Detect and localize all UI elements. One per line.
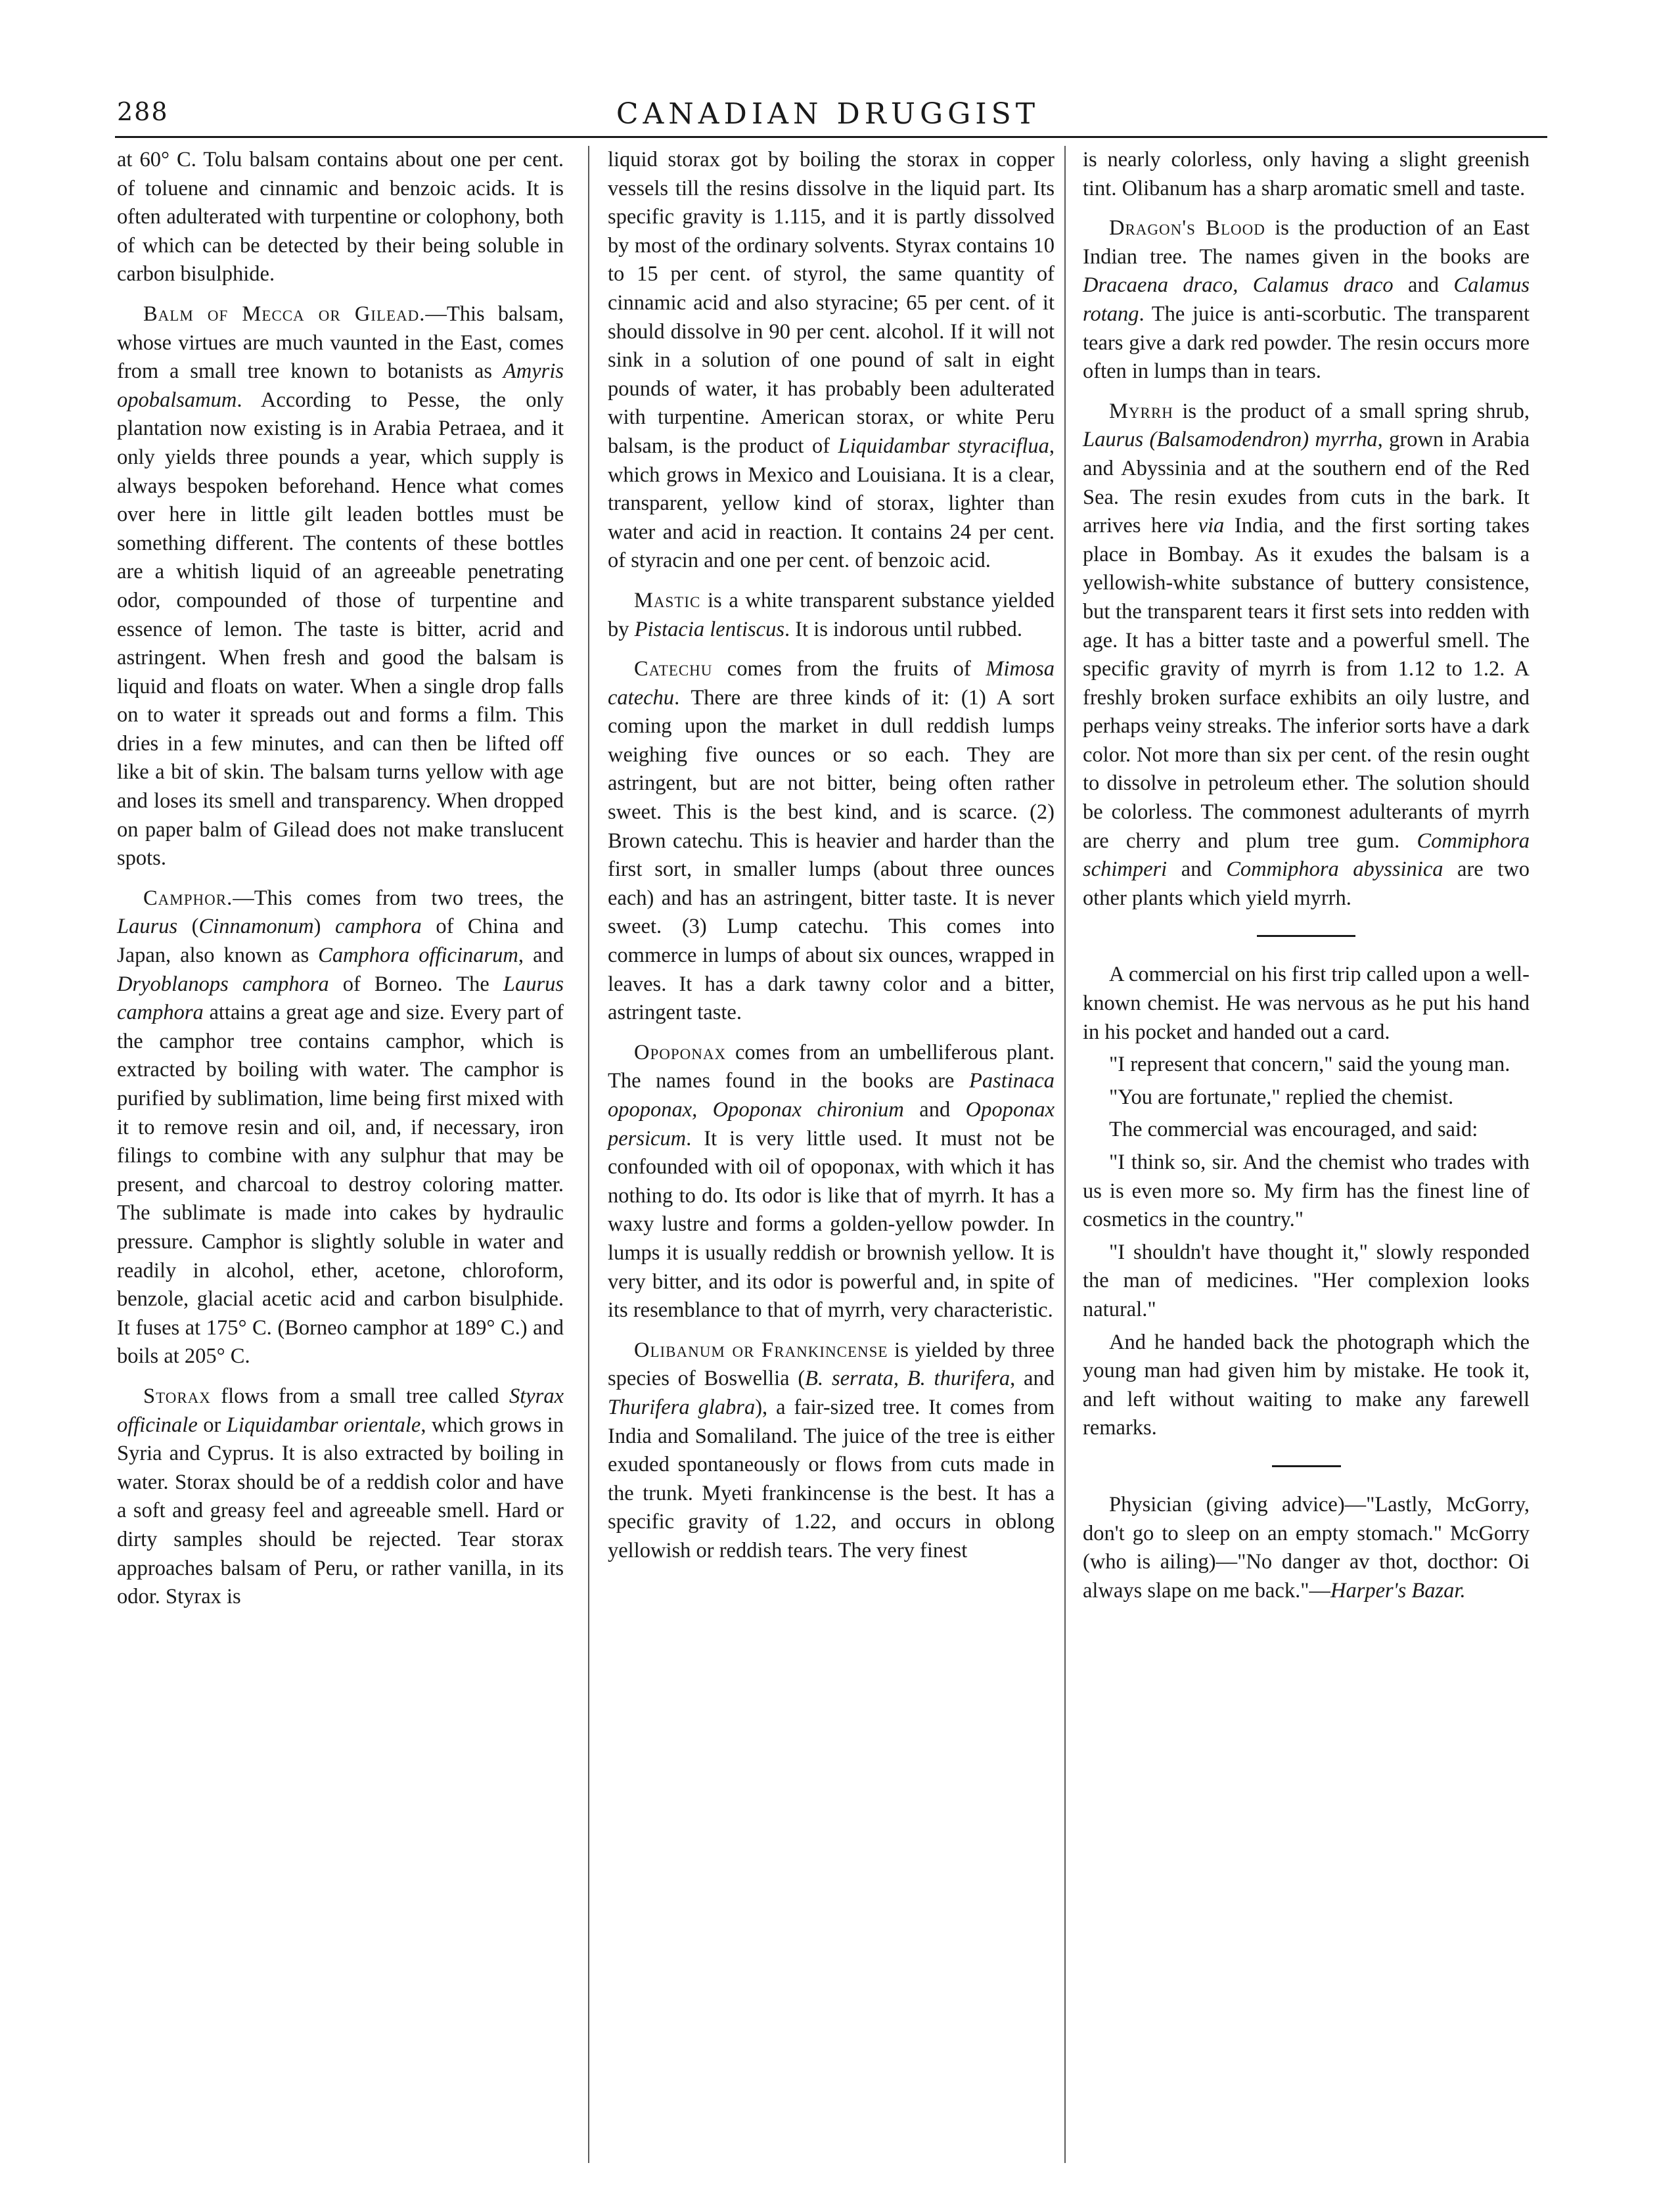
paragraph-catechu: Catechu comes from the fruits of Mimosa catechu. There are three kinds of it: (1) A sort coming upon the market in dull reddish lumps weighing five ounces or so each. They are astringent, but are not bitter, being often rather sweet. This is the best kind, and is scarce. (2) Brown catechu. This is heavier and harder than the first sort, in smaller lumps (about three ounces each) and has an astringent, bitter taste. It is never sweet. (3) Lump catechu. This comes into commerce in lumps of about six ounces, wrapped in leaves. It has a dark tawny color and a bitter, astringent taste. [608,657,1055,1025]
entry-heading: Opoponax [634,1040,727,1064]
paragraph-balm-of-gilead: Balm of Mecca or Gilead.—This balsam, whose virtues are much vaunted in the East, comes from a small tree known to botanists as Amyris opobalsamum. According to Pesse, the only plantation now existing is in Arabia Petraea, and it only yields three pounds a year, which supply is always bespoken beforehand. Hence what comes over here in little gilt leaden bottles must be something different. The contents of these bottles are a whitish liquid of an agreeable penetrating odor, compounded of those of turpentine and essence of lemon. The taste is bitter, acrid and astringent. When fresh and good the balsam is liquid and floats on water. When a single drop falls on to water it spreads out and forms a film. This dries in a few minutes, and can then be lifted off like a bit of skin. The balsam turns yellow with age and loses its smell and transparency. When dropped on paper balm of Gilead does not make translucent spots. [117,302,564,871]
paragraph-physician-joke: Physician (giving advice)—"Lastly, McGorry, don't go to sleep on an empty stomach." McGorry (who is ailing)—"No danger av thot, docthor: Oi always slape on me back."—Harper's Bazar. [1083,1492,1530,1603]
running-title: CANADIAN DRUGGIST [616,97,1040,131]
paragraph-tolu-continued: at 60° C. Tolu balsam contains about one per cent. of toluene and cinnamic and benzoic acids. It is often adulterated with turpentine or colophony, both of which can be detected by their being soluble in carbon bisulphide. [117,148,564,286]
anecdote-paragraph: "I think so, sir. And the chemist who trades with us is even more so. My firm has the finest line of cosmetics in the country." [1083,1150,1530,1232]
joke-source: Harper's Bazar. [1330,1578,1466,1603]
anecdote-paragraph: A commercial on his first trip called upon a well-known chemist. He was nervous as he put his hand in his pocket and handed out a card. [1083,963,1530,1044]
anecdote-commercial [1083,961,1530,1443]
anecdote-paragraph: And he handed back the photograph which the young man had given him by mistake. He took it, and left without waiting to make any farewell remarks. [1083,1330,1530,1440]
entry-heading: Dragon's Blood [1109,216,1265,240]
paragraph-mastic: Mastic is a white transparent substance yielded by Pistacia lentiscus. It is indorous until rubbed. [608,588,1055,641]
entry-heading: Olibanum or Frankincense [634,1338,888,1362]
column-2 [608,146,1055,2163]
paragraph-storax-continued: liquid storax got by boiling the storax in copper vessels till the resins dissolve in the liquid part. Its specific gravity is 1.115, and it is partly dissolved by most of the ordinary solvents. Styrax contains 10 to 15 per cent. of styrol, the same quantity of cinnamic acid and also styracine; 65 per cent. of it should dissolve in 90 per cent. alcohol. If it will not sink in a solution of one pound of salt in eight pounds of water, it has probably been adulterated with turpentine. American storax, or white Peru balsam, is the product of Liquidambar styraciflua, which grows in Mexico and Louisiana. It is a clear, transparent, yellow kind of storax, lighter than water and acid in reaction. It contains 24 per cent. of styracin and one per cent. of benzoic acid. [608,148,1055,573]
paragraph-olibanum: Olibanum or Frankincense is yielded by three species of Boswellia (B. serrata, B. thurifera, and Thurifera glabra), a fair-sized tree. It comes from India and Somaliland. The juice of the tree is either exuded spontaneously or flows from cuts made in the trunk. Myeti frankincense is the best. It has a specific gravity of 1.22, and occurs in oblong yellowish or reddish tears. The very finest [608,1338,1055,1562]
paragraph-olibanum-continued: is nearly colorless, only having a slight greenish tint. Olibanum has a sharp aromatic smell and taste. [1083,148,1530,200]
paragraph-storax: Storax flows from a small tree called Styrax officinale or Liquidambar orientale, which grows in Syria and Cyprus. It is also extracted by boiling in water. Storax should be of a reddish color and have a soft and greasy feel and agreeable smell. Hard or dirty samples should be rejected. Tear storax approaches balsam of Peru, or rather vanilla, in its odor. Styrax is [117,1384,564,1609]
header-rule [115,136,1547,138]
column-1 [117,146,564,2163]
anecdote-paragraph: The commercial was encouraged, and said: [1109,1118,1478,1142]
column-3 [1083,146,1530,2163]
anecdote-paragraph: "I represent that concern," said the young man. [1109,1053,1510,1077]
paragraph-opoponax: Opoponax comes from an umbelliferous plant. The names found in the books are Pastinaca opoponax, Opoponax chironium and Opoponax persicum. It is very little used. It must not be confounded with oil of opoponax, with which it has nothing to do. Its odor is like that of myrrh. It has a waxy lustre and forms a golden-yellow powder. In lumps it is usually reddish or brownish yellow. It is very bitter, and its odor is powerful and, in spite of its resemblance to that of myrrh, very characteristic. [608,1040,1055,1323]
column-divider-1 [588,146,589,2163]
entry-heading: Mastic [634,588,701,612]
anecdote-paragraph: "I shouldn't have thought it," slowly responded the man of medicines. "Her complexion looks natural." [1083,1240,1530,1321]
column-divider-2 [1064,146,1066,2163]
entry-heading: Myrrh [1109,399,1173,423]
paragraph-camphor: Camphor.—This comes from two trees, the Laurus (Cinnamonum) camphora of China and Japan, also known as Camphora officinarum, and Dryoblanops camphora of Borneo. The Laurus camphora attains a great age and size. Every part of the camphor tree contains camphor, which is extracted by boiling with water. The camphor is purified by sublimation, lime being first mixed with it to remove resin and oil, and, if necessary, iron filings to combine with any sulphur that may be present, and charcoal to destroy coloring matter. The sublimate is made into cakes by hydraulic pressure. Camphor is slightly soluble in water and readily in alcohol, ether, acetone, chloroform, benzole, glacial acetic acid and carbon bisulphide. It fuses at 175° C. (Borneo camphor at 189° C.) and boils at 205° C. [117,886,564,1369]
section-separator [1272,1465,1341,1467]
paragraph-dragons-blood: Dragon's Blood is the production of an East Indian tree. The names given in the books are Dracaena draco, Calamus draco and Calamus rotang. The juice is anti-scorbutic. The transparent tears give a dark red powder. The resin occurs more often in lumps than in tears. [1083,216,1530,384]
anecdote-paragraph: "You are fortunate," replied the chemist. [1109,1085,1454,1109]
paragraph-myrrh: Myrrh is the product of a small spring shrub, Laurus (Balsamodendron) myrrha, grown in Arabia and Abyssinia and at the southern end of the Red Sea. The resin exudes from cuts in the bark. It arrives here via India, and the first sorting takes place in Bombay. As it exudes the balsam is a yellowish-white substance of buttery consistence, but the transparent tears it first sets into redden with age. It has a bitter taste and a powerful smell. The specific gravity of myrrh is from 1.12 to 1.2. A freshly broken surface exhibits an oily lustre, and perhaps veiny streaks. The inferior sorts have a dark color. Not more than six per cent. of the resin ought to dissolve in petroleum ether. The solution should be colorless. The commonest adulterants of myrrh are cherry and plum tree gum. Commiphora schimperi and Commiphora abyssinica are two other plants which yield myrrh. [1083,399,1530,910]
entry-heading: Balm of Mecca or Gilead. [143,302,426,326]
entry-heading: Storax [143,1384,211,1408]
entry-heading: Catechu [634,657,713,681]
section-separator [1257,935,1355,937]
page-number: 288 [117,97,169,126]
entry-heading: Camphor. [143,886,233,910]
